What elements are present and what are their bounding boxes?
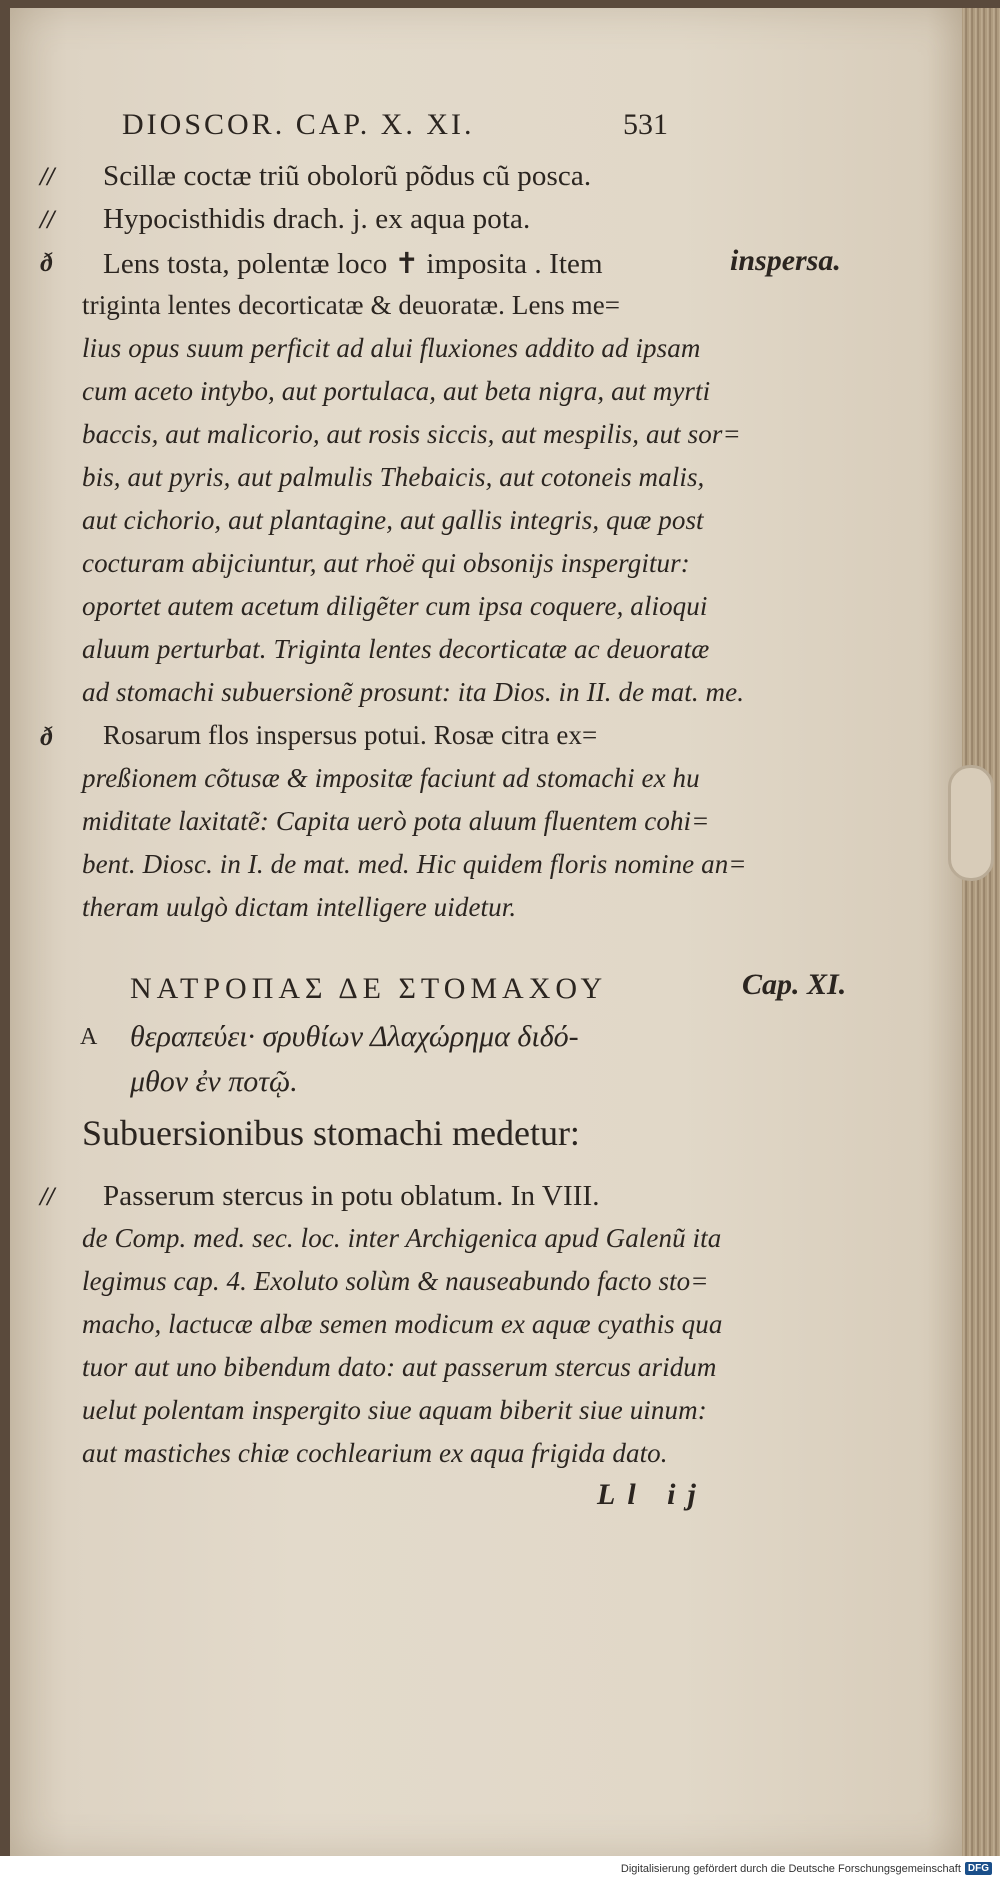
clasp-mark bbox=[948, 765, 994, 881]
body-line: theram uulgò dictam intelligere uidetur. bbox=[82, 892, 517, 922]
paragraph-mark: // bbox=[40, 205, 55, 234]
greek-text-line: μθον ἐν ποτῷ. bbox=[130, 1065, 298, 1098]
recipe-line: Hypocisthidis drach. j. ex aqua pota. bbox=[103, 203, 531, 235]
body-line: bis, aut pyris, aut palmulis Thebaicis, aut cotoneis malis, bbox=[82, 462, 705, 492]
body-line: oportet autem acetum diligẽter cum ipsa coquere, alioqui bbox=[82, 591, 708, 621]
body-line: miditate laxitatẽ: Capita uerò pota aluum fluentem cohi= bbox=[82, 806, 710, 836]
section-subtitle: Subuersionibus stomachi medetur: bbox=[82, 1113, 580, 1153]
paragraph-mark: // bbox=[40, 1182, 55, 1211]
paragraph-mark: ð bbox=[40, 722, 53, 751]
margin-note-inspersa: inspersa. bbox=[730, 244, 841, 277]
greek-text-line: θεραπεύει· σρυθίων Δλαχώρημα διδό- bbox=[130, 1020, 579, 1053]
body-line: cocturam abijciuntur, aut rhoë qui obsonijs inspergitur: bbox=[82, 548, 690, 578]
paper-sheet bbox=[10, 8, 965, 1856]
body-line: aut cichorio, aut plantagine, aut gallis integris, quæ post bbox=[82, 505, 704, 535]
page-number: 531 bbox=[623, 108, 668, 141]
running-header: DIOSCOR. CAP. X. XI. bbox=[122, 108, 475, 141]
digitization-credit bbox=[621, 1862, 992, 1875]
body-line: de Comp. med. sec. loc. inter Archigenica apud Galenũ ita bbox=[82, 1223, 722, 1253]
body-line: legimus cap. 4. Exoluto solùm & nauseabundo facto sto= bbox=[82, 1266, 709, 1296]
chapter-label: Cap. XI. bbox=[742, 968, 847, 1001]
body-line: uelut polentam inspergito siue aquam biberit siue uinum: bbox=[82, 1395, 707, 1425]
recipe-line: Lens tosta, polentæ loco ✝ imposita . Item bbox=[103, 248, 603, 280]
body-line: cum aceto intybo, aut portulaca, aut beta nigra, aut myrti bbox=[82, 376, 711, 406]
body-line: tuor aut uno bibendum dato: aut passerum stercus aridum bbox=[82, 1352, 717, 1382]
paragraph-mark: ð bbox=[40, 248, 53, 277]
body-line: Rosarum flos inspersus potui. Rosæ citra ex= bbox=[103, 720, 598, 750]
body-line: triginta lentes decorticatæ & deuoratæ. Lens me= bbox=[82, 290, 621, 320]
body-line: baccis, aut malicorio, aut rosis siccis, aut mespilis, aut sor= bbox=[82, 419, 741, 449]
marginal-letter: A bbox=[80, 1024, 98, 1050]
dfg-logo: DFG bbox=[965, 1862, 992, 1875]
signature-mark: Ll ij bbox=[597, 1478, 708, 1511]
book-fore-edge bbox=[962, 8, 1000, 1856]
body-line: aluum perturbat. Triginta lentes decorticatæ ac deuoratæ bbox=[82, 634, 710, 664]
body-line: macho, lactucæ albæ semen modicum ex aquæ cyathis qua bbox=[82, 1309, 723, 1339]
body-line: preßionem cõtusæ & impositæ faciunt ad stomachi ex hu bbox=[82, 763, 700, 793]
body-line: lius opus suum perficit ad alui fluxiones addito ad ipsam bbox=[82, 333, 701, 363]
paragraph-mark: // bbox=[40, 162, 55, 191]
credit-text: Digitalisierung gefördert durch die Deutsche Forschungsgemeinschaft bbox=[620, 1862, 961, 1875]
body-line: ad stomachi subuersionẽ prosunt: ita Dios. in II. de mat. me. bbox=[82, 677, 745, 707]
recipe-line: Scillæ coctæ triũ obolorũ põdus cũ posca. bbox=[103, 160, 592, 192]
body-line: bent. Diosc. in I. de mat. med. Hic quidem floris nomine an= bbox=[82, 849, 747, 879]
body-line: Passerum stercus in potu oblatum. In VIII. bbox=[103, 1180, 600, 1212]
greek-chapter-title: ΝΑΤΡΟΠΑΣ ΔΕ ΣΤΟΜΑΧΟΥ bbox=[130, 972, 608, 1005]
body-line: aut mastiches chiæ cochlearium ex aqua frigida dato. bbox=[82, 1438, 668, 1468]
